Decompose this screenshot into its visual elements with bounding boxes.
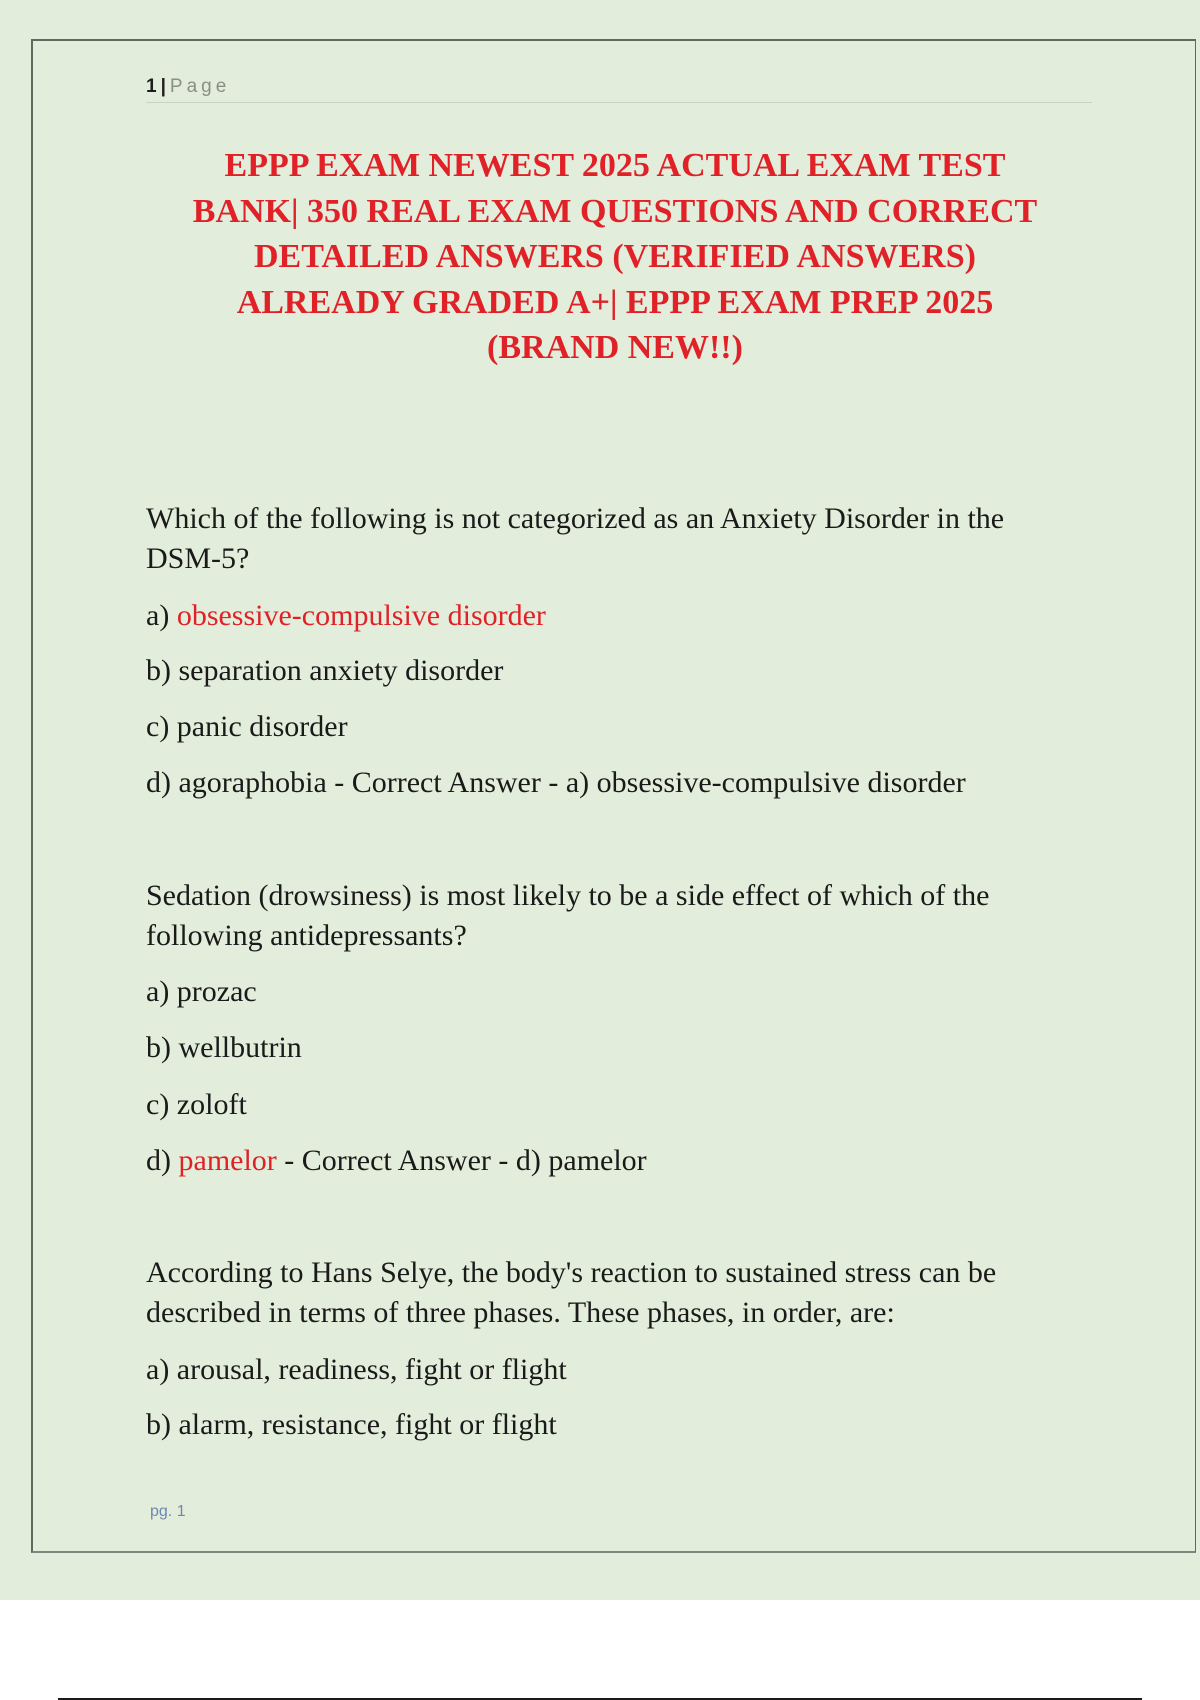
option-suffix: - Correct Answer - d) pamelor [276, 1144, 647, 1177]
question-3-option-a: a) arousal, readiness, fight or flight [146, 1353, 567, 1386]
page-footer: pg. 1 [150, 1503, 186, 1520]
question-1-line-1: Which of the following is not categorized as an Anxiety Disorder in the [146, 502, 1005, 535]
title-line: ALREADY GRADED A+| EPPP EXAM PREP 2025 [236, 283, 994, 321]
title-line: EPPP EXAM NEWEST 2025 ACTUAL EXAM TEST [224, 147, 1006, 184]
highlighted-answer: obsessive-compulsive disorder [176, 599, 546, 632]
question-2-option-b: b) wellbutrin [146, 1031, 302, 1064]
highlighted-answer: pamelor [178, 1144, 277, 1177]
header-separator: | [160, 76, 166, 97]
question-1-option-b: b) separation anxiety disorder [146, 654, 504, 687]
question-2-option-a: a) prozac [146, 975, 257, 1008]
title-line: BANK| 350 REAL EXAM QUESTIONS AND CORRECT [192, 192, 1038, 230]
question-1-option-a [146, 596, 546, 636]
option-prefix: a) [146, 599, 177, 632]
question-2-option-d [146, 1141, 647, 1181]
question-3-line-2: described in terms of three phases. These phases, in order, are: [146, 1296, 895, 1329]
question-1-option-d: d) agoraphobia - Correct Answer - a) obsessive-compulsive disorder [146, 766, 966, 799]
title-line: DETAILED ANSWERS (VERIFIED ANSWERS) [253, 238, 977, 275]
question-2-line-1: Sedation (drowsiness) is most likely to be a side effect of which of the [146, 879, 990, 912]
document-title [150, 143, 1080, 371]
header-page-word: Page [169, 76, 231, 97]
page-header [146, 74, 1092, 103]
question-1-option-c: c) panic disorder [146, 710, 348, 743]
header-page-number: 1 [146, 76, 157, 97]
title-line: (BRAND NEW!!) [487, 329, 743, 366]
question-3-line-1: According to Hans Selye, the body's reaction to sustained stress can be [146, 1256, 997, 1289]
question-3-option-b: b) alarm, resistance, fight or flight [146, 1408, 557, 1441]
question-1-line-2: DSM-5? [146, 542, 250, 575]
option-prefix: d) [146, 1144, 179, 1177]
question-2-line-2: following antidepressants? [146, 919, 467, 952]
question-2-option-c: c) zoloft [146, 1088, 247, 1121]
